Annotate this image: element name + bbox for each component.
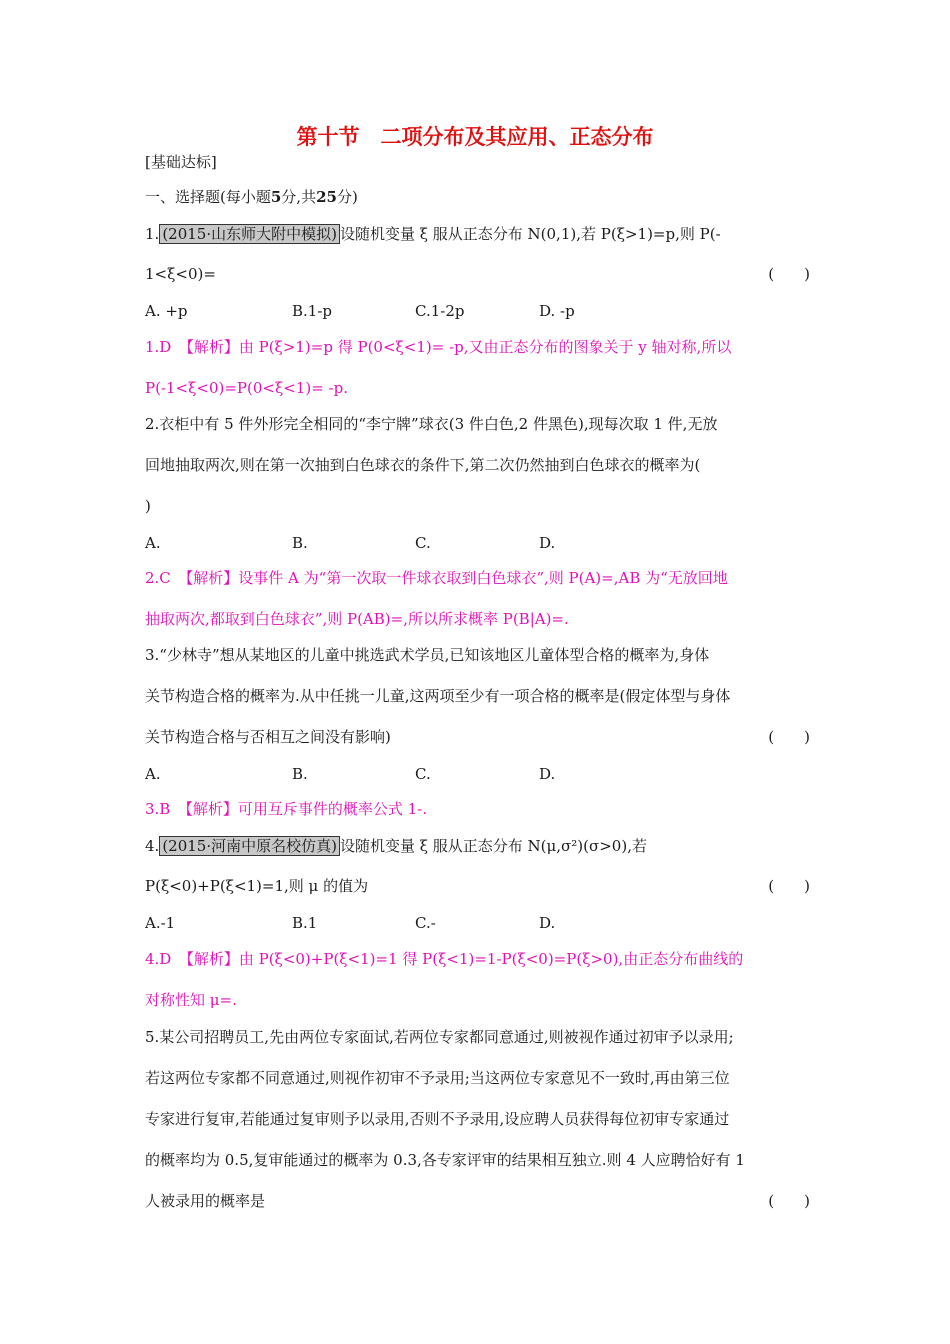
q4-source-tag: (2015·河南中原名校仿真) — [159, 836, 340, 856]
q5-stem-text-5: 人被录用的概率是 — [145, 1192, 266, 1210]
level-label: [基础达标] — [145, 153, 217, 171]
a4-line2: 对称性知 μ=. — [145, 991, 237, 1009]
q1-line1 — [145, 222, 810, 246]
q1-options — [145, 299, 810, 323]
q2-option-b: B. — [292, 534, 308, 552]
q4-option-d: D. — [539, 914, 556, 932]
section-end: 分) — [336, 188, 358, 206]
page-title: 第十节 二项分布及其应用、正态分布 — [296, 125, 654, 149]
q5-line4: 的概率均为 0.5,复审能通过的概率为 0.3,各专家评审的结果相互独立.则 4 人应聘恰好有 1 — [145, 1151, 745, 1169]
q5-answer-blank: ( ) — [768, 1192, 810, 1210]
q3-option-b: B. — [292, 765, 308, 783]
q1-stem-text-2: 1<ξ<0)= — [145, 265, 216, 283]
q2-line1: 2.衣柜中有 5 件外形完全相同的“李宁牌”球衣(3 件白色,2 件黑色),现每次取 1 件,无放 — [145, 415, 718, 433]
q3-options — [145, 762, 810, 786]
q4-option-c: C.- — [415, 914, 436, 932]
q4-options — [145, 911, 810, 935]
q3-option-a: A. — [145, 765, 161, 783]
q1-source-tag: (2015·山东师大附中模拟) — [159, 224, 340, 244]
a1-line2: P(-1<ξ<0)=P(0<ξ<1)= -p. — [145, 379, 348, 397]
a2-line2: 抽取两次,都取到白色球衣”,则 P(AB)=,所以所求概率 P(B|A)=. — [145, 610, 569, 628]
a3-line1: 3.B 【解析】可用互斥事件的概率公式 1-. — [145, 800, 427, 818]
q1-option-a: A. +p — [145, 302, 188, 320]
q4-line2 — [145, 874, 810, 898]
section-heading — [145, 185, 810, 209]
section-label: 一、选择题(每小题 — [145, 188, 271, 206]
q1-answer-blank: ( ) — [768, 265, 810, 283]
q4-stem-text: 设随机变量 ξ 服从正态分布 N(μ,σ²)(σ>0),若 — [339, 837, 647, 855]
q2-line2: 回地抽取两次,则在第一次抽到白色球衣的条件下,第二次仍然抽到白色球衣的概率为( — [145, 456, 701, 474]
q2-option-c: C. — [415, 534, 431, 552]
q1-number: 1. — [145, 225, 160, 243]
section-score: 5 — [270, 188, 282, 206]
q1-option-c: C.1-2p — [415, 302, 465, 320]
q1-stem-text: 设随机变量 ξ 服从正态分布 N(0,1),若 P(ξ>1)=p,则 P(- — [339, 225, 721, 243]
q3-option-d: D. — [539, 765, 556, 783]
q4-line1 — [145, 834, 810, 858]
q3-stem-text-3: 关节构造合格与否相互之间没有影响) — [145, 728, 391, 746]
q3-answer-blank: ( ) — [768, 728, 810, 746]
q1-option-d: D. -p — [539, 302, 575, 320]
q3-line1: 3.“少林寺”想从某地区的儿童中挑选武术学员,已知该地区儿童体型合格的概率为,身体 — [145, 646, 710, 664]
q1-line2 — [145, 262, 810, 286]
q5-line5 — [145, 1189, 810, 1213]
q2-options — [145, 531, 810, 555]
q2-option-d: D. — [539, 534, 556, 552]
q2-line3: ) — [145, 497, 151, 515]
q4-stem-text-2: P(ξ<0)+P(ξ<1)=1,则 μ 的值为 — [145, 877, 369, 895]
a2-line1: 2.C 【解析】设事件 A 为“第一次取一件球衣取到白色球衣”,则 P(A)=,AB 为“无放回地 — [145, 569, 728, 587]
q4-option-a: A.-1 — [145, 914, 176, 932]
q2-option-a: A. — [145, 534, 161, 552]
q4-number: 4. — [145, 837, 160, 855]
q4-option-b: B.1 — [292, 914, 318, 932]
section-total: 25 — [316, 188, 337, 206]
q4-answer-blank: ( ) — [768, 877, 810, 895]
section-mid: 分,共 — [281, 188, 317, 206]
q3-line3 — [145, 725, 810, 749]
q5-line2: 若这两位专家都不同意通过,则视作初审不予录用;当这两位专家意见不一致时,再由第三位 — [145, 1069, 730, 1087]
q1-option-b: B.1-p — [292, 302, 333, 320]
q5-line3: 专家进行复审,若能通过复审则予以录用,否则不予录用,设应聘人员获得每位初审专家通过 — [145, 1110, 730, 1128]
a4-line1: 4.D 【解析】由 P(ξ<0)+P(ξ<1)=1 得 P(ξ<1)=1-P(ξ<0)=P(ξ>0),由正态分布曲线的 — [145, 950, 744, 968]
q3-line2: 关节构造合格的概率为.从中任挑一儿童,这两项至少有一项合格的概率是(假定体型与身体 — [145, 687, 731, 705]
a1-line1: 1.D 【解析】由 P(ξ>1)=p 得 P(0<ξ<1)= -p,又由正态分布的图象关于 y 轴对称,所以 — [145, 338, 732, 356]
q5-line1: 5.某公司招聘员工,先由两位专家面试,若两位专家都同意通过,则被视作通过初审予以录用; — [145, 1028, 734, 1046]
q3-option-c: C. — [415, 765, 431, 783]
